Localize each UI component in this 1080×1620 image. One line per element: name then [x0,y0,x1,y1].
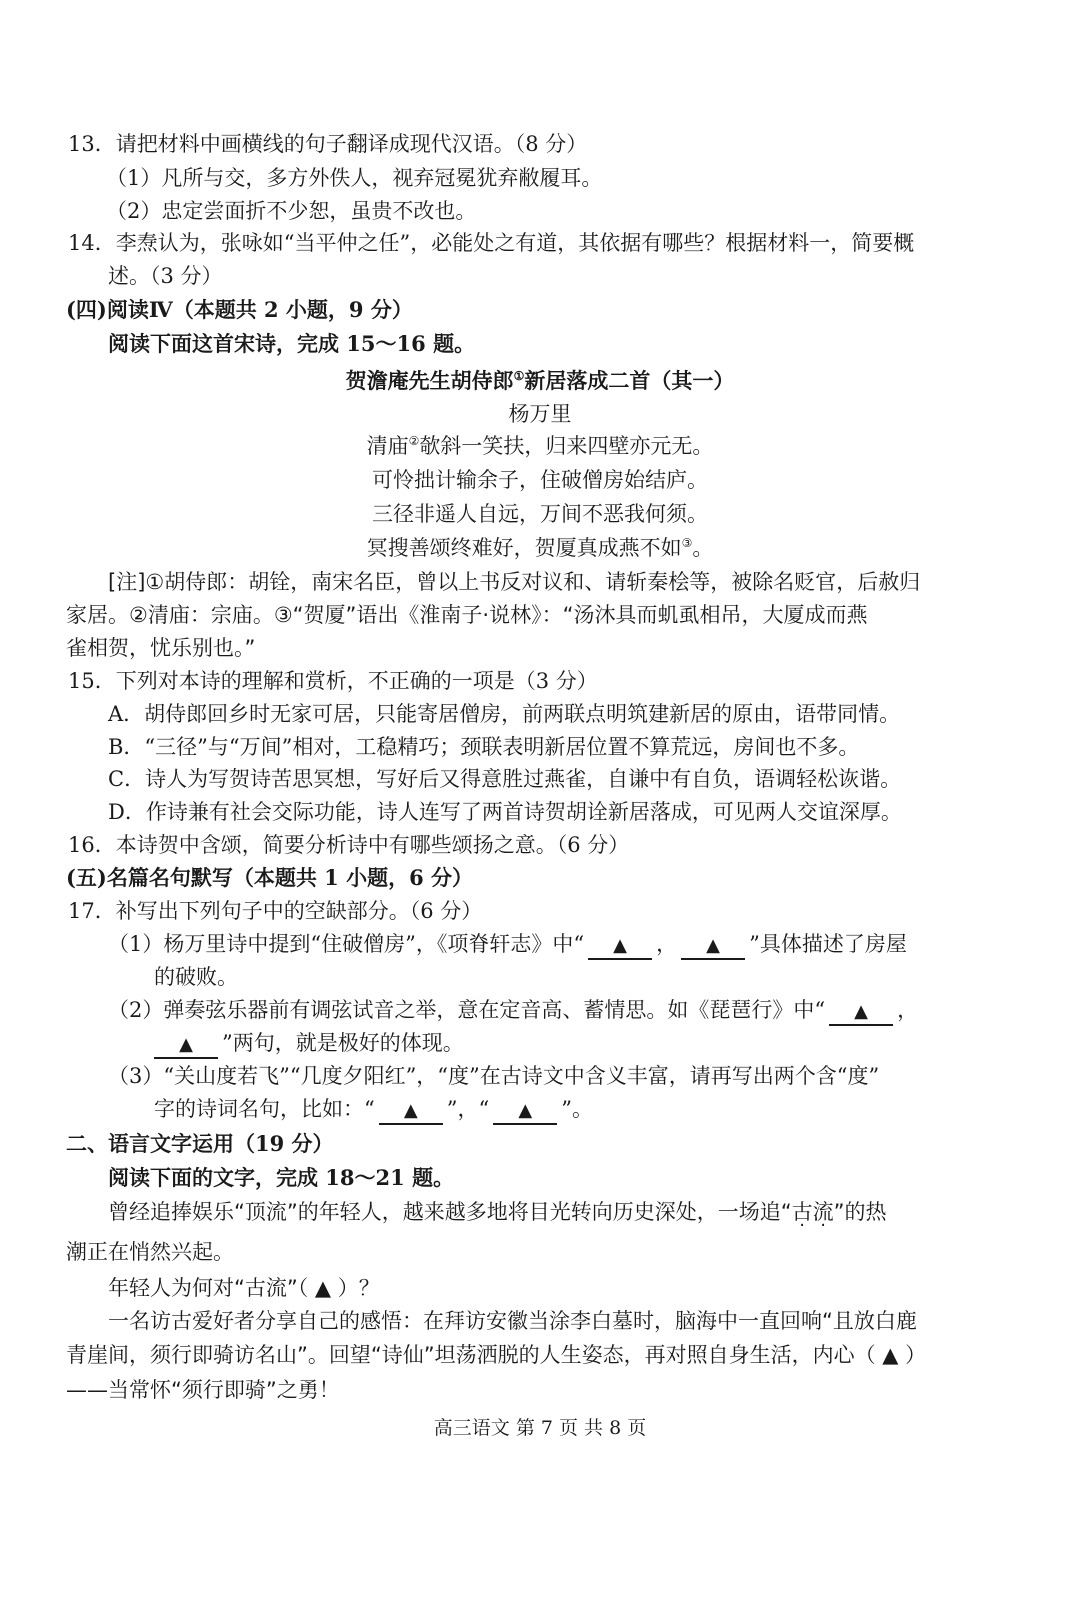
q17-blank-3[interactable] [829,998,893,1026]
blank-triangle-icon: ▲ [706,935,720,956]
q17-item-3-text: 字的诗词名句，比如：“ [154,1097,375,1121]
part-2-instruction: 阅读下面的文字，完成 18～21 题。 [108,1165,455,1190]
q17-item-3-mid: ”，“ [446,1097,490,1121]
section-5-header: (五)名篇名句默写（本题共 1 小题，6 分） [66,865,474,890]
q14-stem: 14．李焘认为，张咏如“当平仲之任”，必能处之有道，其依据有哪些？根据材料一，简要概 [68,231,915,255]
q17-blank-4[interactable] [154,1031,218,1059]
q17-blank-6[interactable] [493,1097,557,1125]
page-footer: 高三语文 第 7 页 共 8 页 [433,1417,647,1439]
passage-para-1 [108,1198,887,1226]
q15-stem: 15．下列对本诗的理解和赏析，不正确的一项是（3 分） [68,669,598,693]
poem-line-4-end: 。 [692,536,714,560]
poem-line-4-note: ③ [681,536,693,550]
poem-title [0,367,1080,395]
q13-sentence-1: （1）凡所与交，多方外佚人，视弃冠冕犹弃敝履耳。 [106,166,603,190]
q15-option-d: D．作诗兼有社会交际功能，诗人连写了两首诗贺胡诠新居落成，可见两人交谊深厚。 [108,800,902,824]
q13-stem: 13．请把材料中画横线的句子翻译成现代汉语。（8 分） [68,132,588,156]
blank-triangle-icon: ▲ [403,1100,418,1121]
emphasized-char-1: 古 [791,1200,813,1224]
q15-option-b: B．“三径”与“万间”相对，工稳精巧；颈联表明新居位置不算荒远，房间也不多。 [108,735,860,759]
poem-line-4-start: 冥搜善颂终难好，贺厦真成燕不如 [366,536,682,560]
section-4-header: (四)阅读Ⅳ（本题共 2 小题，9 分） [66,297,413,322]
poem-title-main: 贺澹庵先生胡侍郎 [345,368,514,393]
q17-item-2-cont [150,1029,464,1059]
q16-stem: 16．本诗贺中含颂，简要分析诗中有哪些颂扬之意。（6 分） [68,833,630,857]
blank-triangle-icon: ▲ [613,935,627,956]
blank-triangle-icon: ▲ [179,1034,193,1055]
poem-note-1: [注]①胡侍郎：胡铨，南宋名臣，曾以上书反对议和、请斩秦桧等，被除名贬官，后赦归 [108,570,921,594]
passage-para-3-cont: 青崖间，须行即骑访名山”。回望“诗仙”坦荡洒脱的人生姿态，再对照自身生活，内心（ ▲ ） [66,1343,927,1367]
poem-line-1-start: 清庙 [366,434,409,458]
q17-item-1-text-end: ”具体描述了房屋 [749,932,907,956]
q17-item-1-sep: ， [656,932,678,956]
passage-para-2: 年轻人为何对“古流”（ ▲ ）？ [108,1276,380,1300]
q17-item-3-cont [154,1095,593,1125]
q17-item-2 [108,996,918,1026]
passage-para-1-end: ”的热 [833,1200,887,1224]
blank-triangle-icon: ▲ [518,1100,533,1121]
blank-triangle-icon: ▲ [854,1001,869,1022]
poem-line-1-rest: 欹斜一笑扶，归来四壁亦元无。 [419,434,714,458]
q14-stem-cont: 述。（3 分） [108,264,223,288]
poem-note-3: 雀相贺，忧乐别也。” [66,636,256,660]
q17-item-2-sep: ， [897,998,919,1022]
poem-line-1 [0,432,1080,460]
passage-para-1-cont: 潮正在悄然兴起。 [66,1240,234,1264]
q17-stem: 17．补写出下列句子中的空缺部分。（6 分） [68,899,483,923]
passage-para-1-text: 曾经追捧娱乐“顶流”的年轻人，越来越多地将目光转向历史深处，一场追“ [108,1200,792,1224]
q17-item-2-text: （2）弹奏弦乐器前有调弦试音之举，意在定音高、蓄情思。如《琵琶行》中“ [108,998,826,1022]
passage-para-3-end: ——当常怀“须行即骑”之勇！ [66,1378,340,1402]
q17-item-2-text-end: ”两句，就是极好的体现。 [222,1031,464,1055]
q17-item-3-end: ”。 [561,1097,593,1121]
q17-blank-2[interactable] [681,932,745,960]
q17-item-1-cont: 的破败。 [154,965,238,989]
q13-sentence-2: （2）忠定尝面折不少恕，虽贵不改也。 [106,199,477,223]
q17-item-1 [108,930,907,960]
poem-author: 杨万里 [508,402,572,426]
q15-option-c: C．诗人为写贺诗苦思冥想，写好后又得意胜过燕雀，自谦中有自负，语调轻松诙谐。 [108,767,902,791]
q17-item-1-text: （1）杨万里诗中提到“住破僧房”，《项脊轩志》中“ [108,932,585,956]
poem-line-4 [0,534,1080,562]
poem-line-3: 三径非遥人自远，万间不恶我何须。 [372,502,708,526]
q17-item-3: （3）“关山度若飞”“几度夕阳红”，“度”在古诗文中含义丰富，请再写出两个含“度” [108,1064,880,1088]
poem-note-2: 家居。②清庙：宗庙。③“贺厦”语出《淮南子·说林》：“汤沐具而虮虱相吊，大厦成而燕 [66,603,868,627]
passage-para-3: 一名访古爱好者分享自己的感悟：在拜访安徽当涂李白墓时，脑海中一直回响“且放白鹿 [108,1309,917,1333]
section-4-instruction: 阅读下面这首宋诗，完成 15～16 题。 [108,331,476,356]
q17-blank-1[interactable] [588,932,652,960]
part-2-header: 二、语言文字运用（19 分） [66,1131,334,1156]
q17-blank-5[interactable] [379,1097,443,1125]
poem-title-rest: 新居落成二首（其一） [524,368,735,393]
q15-option-a: A．胡侍郎回乡时无家可居，只能寄居僧房，前两联点明筑建新居的原由，语带同情。 [108,702,901,726]
poem-line-2: 可怜拙计输余子，住破僧房始结庐。 [372,468,708,492]
emphasized-char-2: 流 [812,1200,834,1224]
poem-title-note: ① [513,369,525,383]
poem-line-1-note: ② [408,434,420,448]
